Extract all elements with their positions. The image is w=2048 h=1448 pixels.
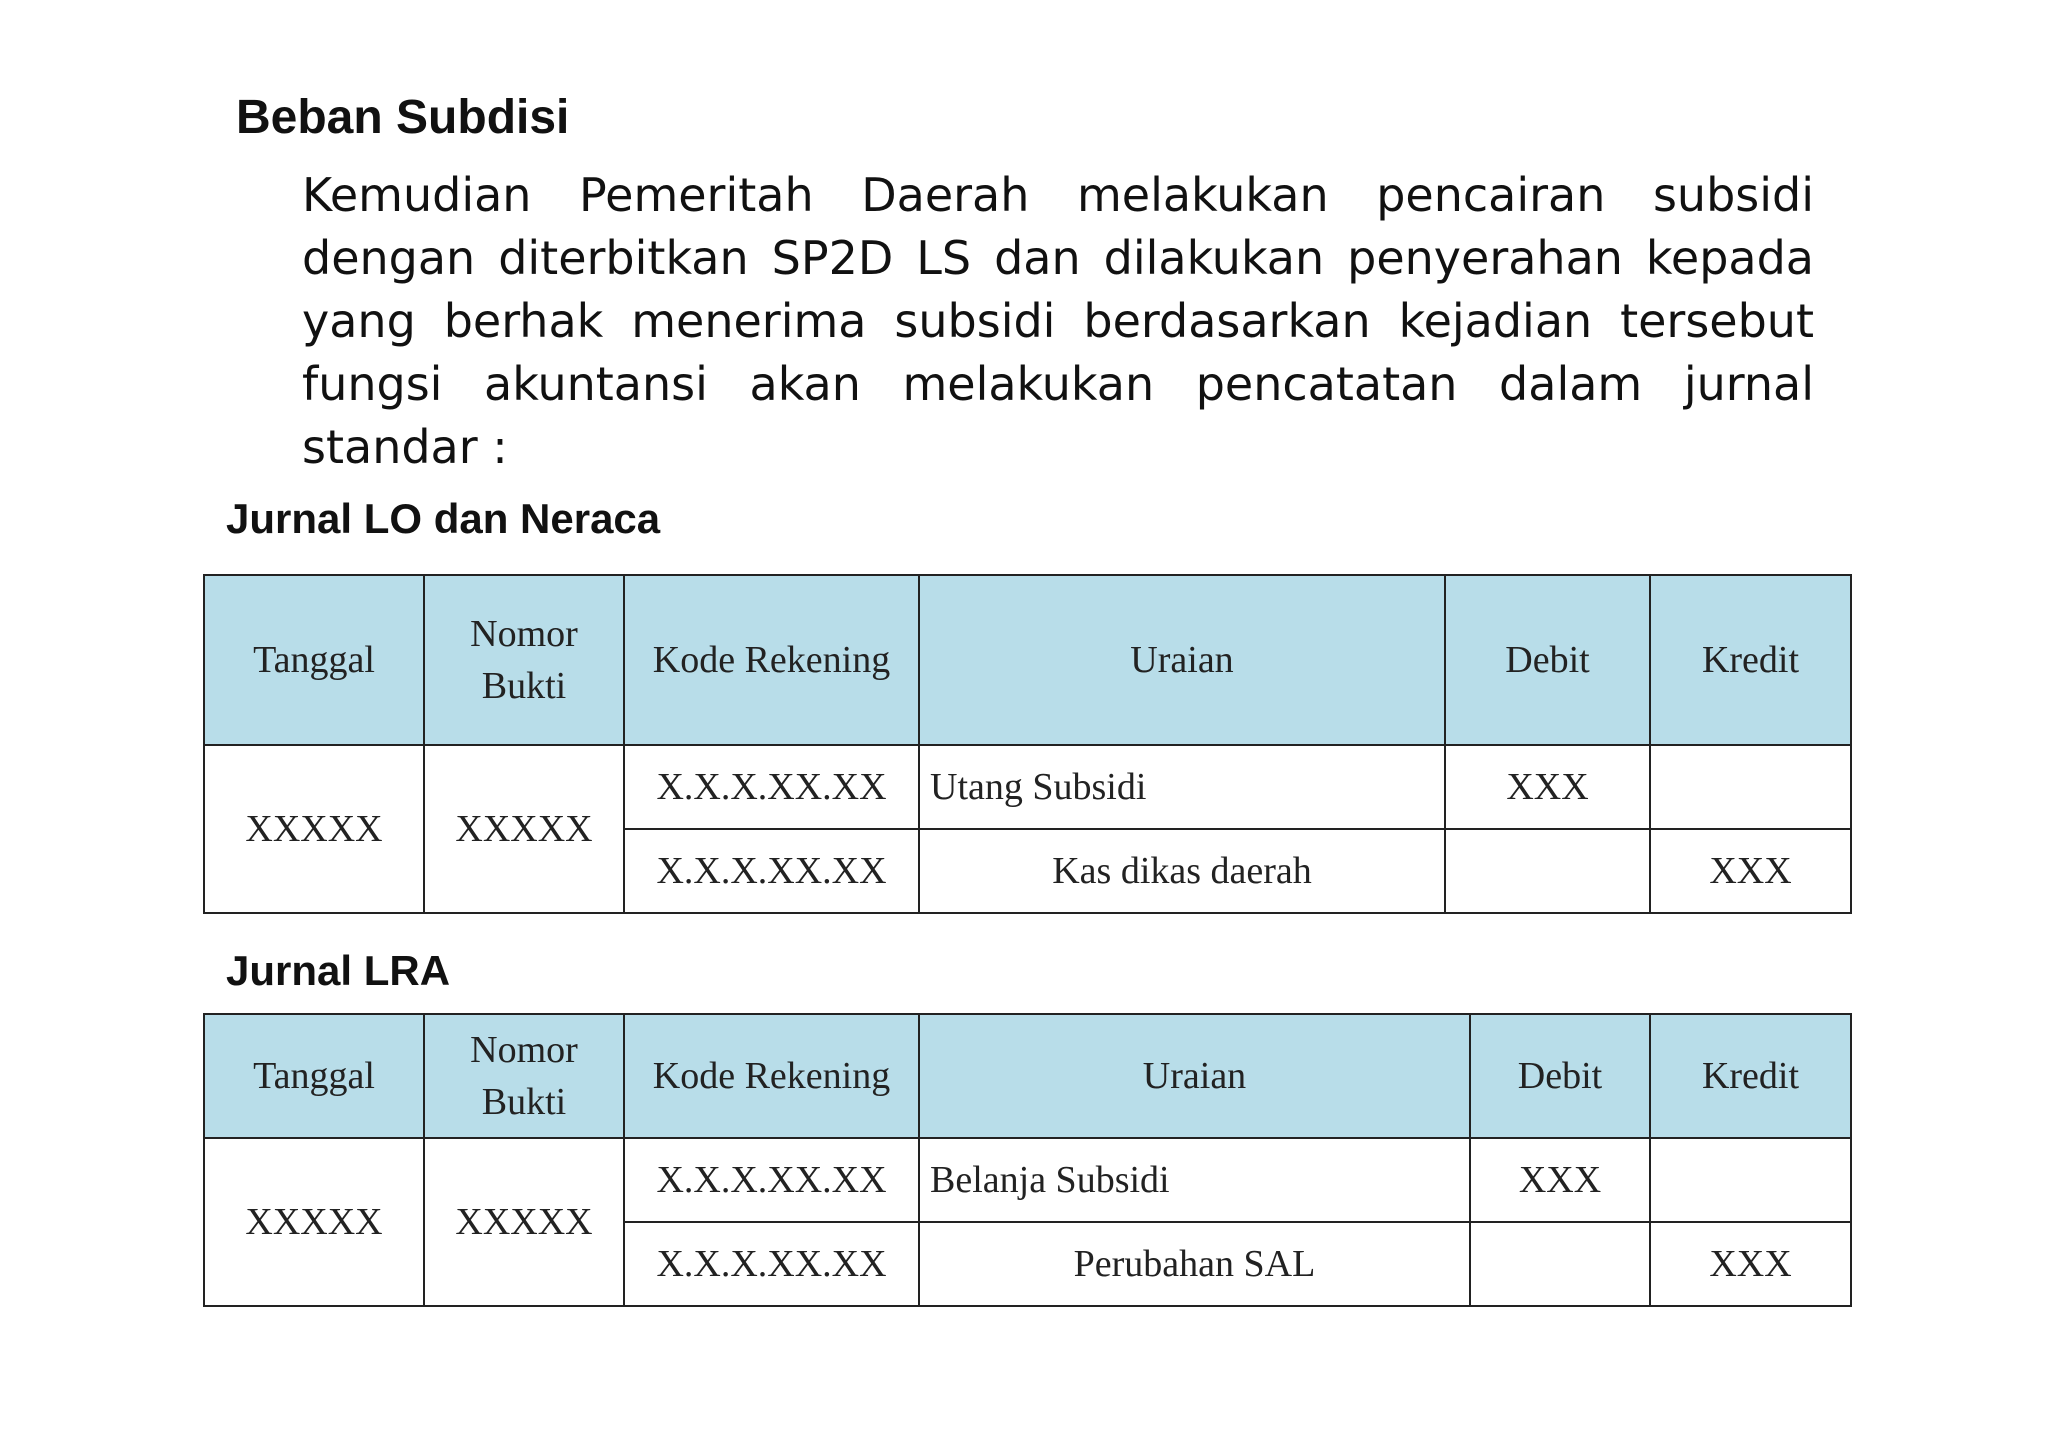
cell-uraian: Belanja Subsidi — [919, 1138, 1470, 1222]
cell-nomor-bukti: XXXXX — [424, 745, 624, 913]
col-header-kredit: Kredit — [1650, 575, 1851, 745]
journal-heading-lra: Jurnal LRA — [226, 947, 451, 994]
col-header-uraian: Uraian — [919, 1014, 1470, 1138]
table-header-row — [204, 1014, 1851, 1138]
table-header-row — [204, 575, 1851, 745]
cell-kredit — [1650, 1138, 1851, 1222]
cell-kode-rekening: X.X.X.XX.XX — [624, 745, 919, 829]
cell-debit — [1445, 829, 1650, 913]
col-header-kredit: Kredit — [1650, 1014, 1851, 1138]
cell-uraian: Kas dikas daerah — [919, 829, 1445, 913]
cell-uraian: Perubahan SAL — [919, 1222, 1470, 1306]
cell-uraian: Utang Subsidi — [919, 745, 1445, 829]
page-title: Beban Subdisi — [236, 91, 570, 144]
journal-table-lo-neraca — [203, 574, 1852, 914]
col-header-nomor-bukti: Nomor Bukti — [424, 1014, 624, 1138]
table-row — [204, 1138, 1851, 1222]
col-header-kode-rekening: Kode Rekening — [624, 1014, 919, 1138]
cell-kode-rekening: X.X.X.XX.XX — [624, 829, 919, 913]
col-header-debit: Debit — [1445, 575, 1650, 745]
col-header-uraian: Uraian — [919, 575, 1445, 745]
cell-kode-rekening: X.X.X.XX.XX — [624, 1222, 919, 1306]
table-row — [204, 745, 1851, 829]
journal-table-lra — [203, 1013, 1852, 1307]
cell-kode-rekening: X.X.X.XX.XX — [624, 1138, 919, 1222]
cell-nomor-bukti: XXXXX — [424, 1138, 624, 1306]
cell-kredit: XXX — [1650, 829, 1851, 913]
cell-debit: XXX — [1470, 1138, 1650, 1222]
col-header-nomor-bukti: Nomor Bukti — [424, 575, 624, 745]
journal-heading-lo-neraca: Jurnal LO dan Neraca — [226, 495, 661, 542]
col-header-tanggal: Tanggal — [204, 575, 424, 745]
cell-kredit — [1650, 745, 1851, 829]
cell-tanggal: XXXXX — [204, 745, 424, 913]
col-header-tanggal: Tanggal — [204, 1014, 424, 1138]
col-header-debit: Debit — [1470, 1014, 1650, 1138]
cell-kredit: XXX — [1650, 1222, 1851, 1306]
col-header-kode-rekening: Kode Rekening — [624, 575, 919, 745]
cell-debit: XXX — [1445, 745, 1650, 829]
description-paragraph: Kemudian Pemeritah Daerah melakukan pencairan subsidi dengan diterbitkan SP2D LS dan dilakukan penyerahan kepada yang berhak menerima subsidi berdasarkan kejadian tersebut fungsi akuntansi akan melakukan pencatatan dalam jurnal standar : — [302, 168, 1814, 474]
cell-debit — [1470, 1222, 1650, 1306]
cell-tanggal: XXXXX — [204, 1138, 424, 1306]
